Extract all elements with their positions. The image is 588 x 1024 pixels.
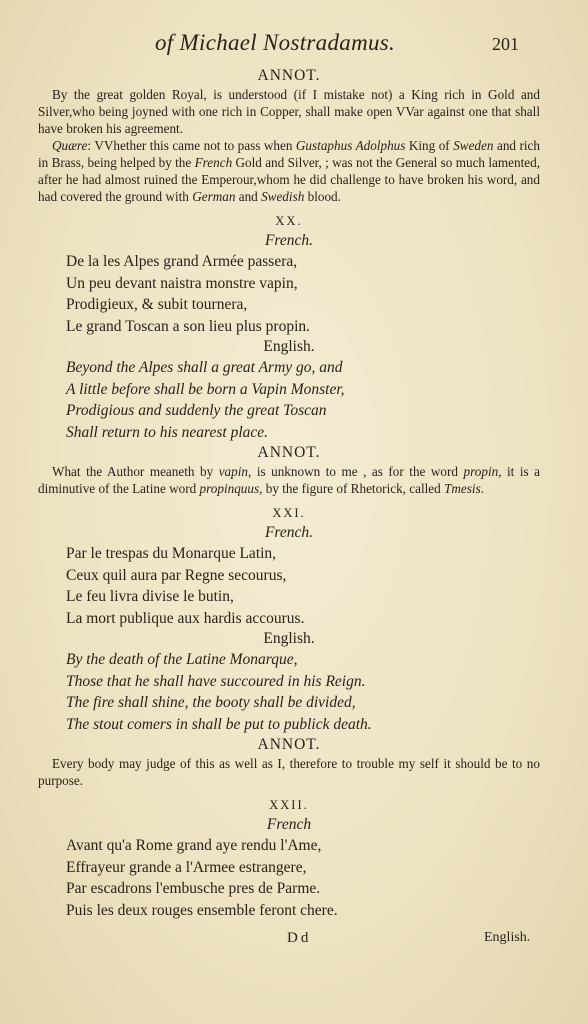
verse-line: Par escadrons l'embusche pres de Parme. (66, 880, 321, 897)
annotation-paragraph: By the great golden Royal, is understood (if I mistake not) a King rich in Gold and Silver,who being joyned with one rich in Copper, shall make open VVar against one that shall have broken his agreement. (38, 87, 540, 136)
quatrain-number: XXII. (269, 798, 309, 812)
text-run: French (194, 155, 233, 170)
text-run: Swedish (261, 189, 305, 204)
verse-line: By the death of the Latine Monarque, (66, 651, 298, 668)
language-label: English. (263, 630, 315, 647)
annotation-paragraph (38, 137, 540, 205)
language-label: English. (263, 338, 315, 355)
text-run: Tmesis (444, 481, 481, 496)
french-verse (66, 251, 540, 337)
page-number: 201 (492, 34, 519, 54)
verse-line: Prodigieux, & subit tournera, (66, 296, 248, 313)
verse-line: Le grand Toscan a son lieu plus propin. (66, 317, 310, 335)
verse-line: De la les Alpes grand Armée passera, (66, 253, 298, 270)
text-run: propin (463, 464, 499, 479)
text-run: Sweden (453, 138, 494, 153)
english-verse (66, 649, 540, 735)
verse-line: Le feu livra divise le butin, (66, 588, 234, 605)
page-body (38, 66, 540, 921)
french-verse (66, 835, 540, 921)
annotation-heading: ANNOT. (257, 67, 321, 84)
verse-line: Prodigious and suddenly the great Toscan (66, 402, 327, 419)
annotation-heading: ANNOT. (257, 736, 321, 753)
text-run: , is unknown to me , as for the word (248, 464, 464, 479)
verse-line: Avant qu'a Rome grand aye rendu l'Ame, (66, 837, 322, 854)
annotation-paragraph: Every body may judge of this as well as I, therefore to trouble my self it should be to no purpose. (38, 756, 540, 788)
annotation-paragraph (38, 463, 540, 497)
verse-line: Par le trespas du Monarque Latin, (66, 545, 277, 562)
text-run: and rich in Brass, being helped by the (38, 138, 540, 170)
verse-line: Beyond the Alpes shall a great Army go, and (66, 359, 343, 376)
language-label: French. (264, 232, 314, 249)
text-run: and (235, 189, 262, 204)
text-run: Gustaphus Adolphus (295, 138, 406, 153)
quatrain-number: XXI. (272, 506, 306, 520)
annotation-heading: ANNOT. (257, 444, 321, 461)
verse-line: La mort publique aux hardis accourus. (66, 609, 305, 627)
verse-line: Shall return to his nearest place. (66, 423, 269, 441)
text-run: Gold and Silver, ; was not the General so much lamented, after he had almost ruined the Emperour,whom he did challenge to have broken his word, and had covered the ground with (38, 155, 540, 204)
verse-line: Puis les deux rouges ensemble feront chere. (66, 901, 338, 919)
text-run: : VVhether this came not to pass when (87, 138, 296, 153)
verse-line: The fire shall shine, the booty shall be divided, (66, 694, 356, 711)
language-label: French (266, 816, 312, 833)
text-run: vapin (218, 464, 249, 479)
quatrain-number: XX. (275, 214, 303, 228)
text-run: , it is a diminutive of the Latine word (38, 464, 540, 496)
verse-line: Ceux quil aura par Regne secourus, (66, 566, 287, 584)
catchword: English. (484, 930, 531, 945)
french-verse (66, 543, 540, 629)
page-footer (0, 930, 588, 952)
language-label: French. (264, 524, 314, 541)
text-run: King of (405, 138, 454, 153)
text-run: . (480, 481, 484, 496)
page-title: of Michael Nostradamus. (155, 30, 396, 55)
running-header (0, 30, 588, 60)
text-run: What the Author meaneth by (52, 464, 219, 479)
quaere-label: Quære (52, 138, 88, 153)
verse-line: The stout comers in shall be put to publick death. (66, 715, 372, 733)
text-run: blood. (304, 189, 341, 204)
text-run: German (192, 189, 236, 204)
verse-line: Those that he shall have succoured in his Reign. (66, 672, 366, 690)
verse-line: A little before shall be born a Vapin Monster, (66, 380, 345, 398)
text-run: propinquus (199, 481, 260, 496)
text-run: , by the figure of Rhetorick, called (259, 481, 445, 496)
verse-line: Un peu devant naistra monstre vapin, (66, 274, 298, 292)
english-verse (66, 357, 540, 443)
verse-line: Effrayeur grande a l'Armee estrangere, (66, 858, 307, 876)
signature-mark: Dd (287, 930, 312, 946)
